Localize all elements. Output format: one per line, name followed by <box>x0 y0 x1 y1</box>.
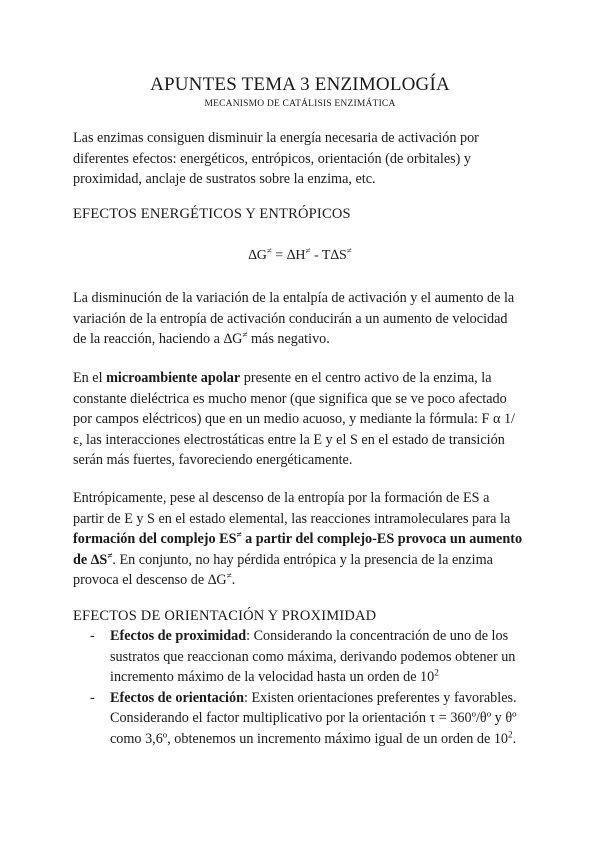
enthalpy-end: más negativo. <box>247 331 330 348</box>
entropy-ne-1: ≠ <box>236 529 242 540</box>
entropy-paragraph <box>73 488 523 591</box>
effects-list <box>90 626 530 750</box>
apolar-post: presente en el centro activo de la enzima, la constante dieléctrica es mucho menor (que significa que se ve poco afectado por campos eléctricos) que en un medio acuoso, y mediante la fórmula: F α 1/ε, las interacciones electrostáticas entre la E y el S en el estado de transición serán más fuertes, favoreciendo energéticamente. <box>73 370 515 469</box>
bullet-dash: - <box>90 689 95 706</box>
entropy-end: . <box>231 572 236 589</box>
entropy-ne-2: ≠ <box>107 550 113 561</box>
orientation-exp: 2 <box>508 729 513 740</box>
intro-paragraph: Las enzimas consiguen disminuir la energía necesaria de activación por diferentes efectos: energéticos, entrópicos, orientación (de orbitales) y proximidad, anclaje de sustratos sobre la enzima, etc. <box>73 130 479 188</box>
proximity-title: Efectos de proximidad <box>110 628 247 644</box>
orientation-title: Efectos de orientación <box>110 689 244 706</box>
formula-ne-1: ≠ <box>266 245 272 256</box>
enthalpy-paragraph <box>73 288 523 350</box>
orientation-text: : Existen orientaciones preferentes y favorables. Considerando el factor multiplicativo por la orientación τ = 360º/θº y θº como 3,6º, obtenemos un incremento máximo igual de un orden de 10 <box>110 689 517 747</box>
proximity-exp: 2 <box>434 667 439 678</box>
formula-tds: - T∆S <box>310 248 347 263</box>
apolar-bold: microambiente apolar <box>106 370 241 386</box>
formula-ne-2: ≠ <box>305 245 311 256</box>
formula-dg: ∆G <box>248 248 267 263</box>
entropy-post: . En conjunto, no hay pérdida entrópica y la presencia de la enzima provoca el descenso de ∆G <box>73 551 493 589</box>
gibbs-formula <box>0 245 600 264</box>
proximity-text: : Considerando la concentración de uno de los sustratos que reaccionan como máxima, derivando podemos obtener un incremento máximo de la velocidad hasta un orden de 10 <box>110 628 516 686</box>
list-item-orientation <box>90 688 530 750</box>
enthalpy-text: La disminución de la variación de la entalpía de activación y el aumento de la variación de la entropía de activación conducirán a un aumento de velocidad de la reacción, haciendo a ∆G <box>73 290 515 348</box>
list-item-proximity <box>90 626 530 688</box>
enthalpy-ne: ≠ <box>242 329 248 340</box>
section-heading-orientation: EFECTOS DE ORIENTACIÓN Y PROXIMIDAD <box>73 608 377 624</box>
entropy-bold-1: formación del complejo ES <box>73 531 237 548</box>
bullet-dash: - <box>90 628 95 644</box>
section-heading-energetic: EFECTOS ENERGÉTICOS Y ENTRÓPICOS <box>73 206 351 222</box>
formula-ne-3: ≠ <box>346 245 352 256</box>
apolar-pre: En el <box>73 370 107 386</box>
orientation-end: . <box>512 730 517 747</box>
entropy-bold-2: a partir del complejo-ES provoca un aumento de ∆S <box>73 531 523 568</box>
entropy-ne-3: ≠ <box>226 570 232 581</box>
page-subtitle: MECANISMO DE CATÁLISIS ENZIMÁTICA <box>204 99 396 109</box>
entropy-pre: Entrópicamente, pese al descenso de la entropía por la formación de ES a partir de E y S en el estado elemental, las reacciones intramoleculares para la <box>73 490 511 527</box>
apolar-paragraph <box>73 368 523 471</box>
page-title: APUNTES TEMA 3 ENZIMOLOGÍA <box>150 74 450 95</box>
formula-dh: = ∆H <box>271 248 306 263</box>
